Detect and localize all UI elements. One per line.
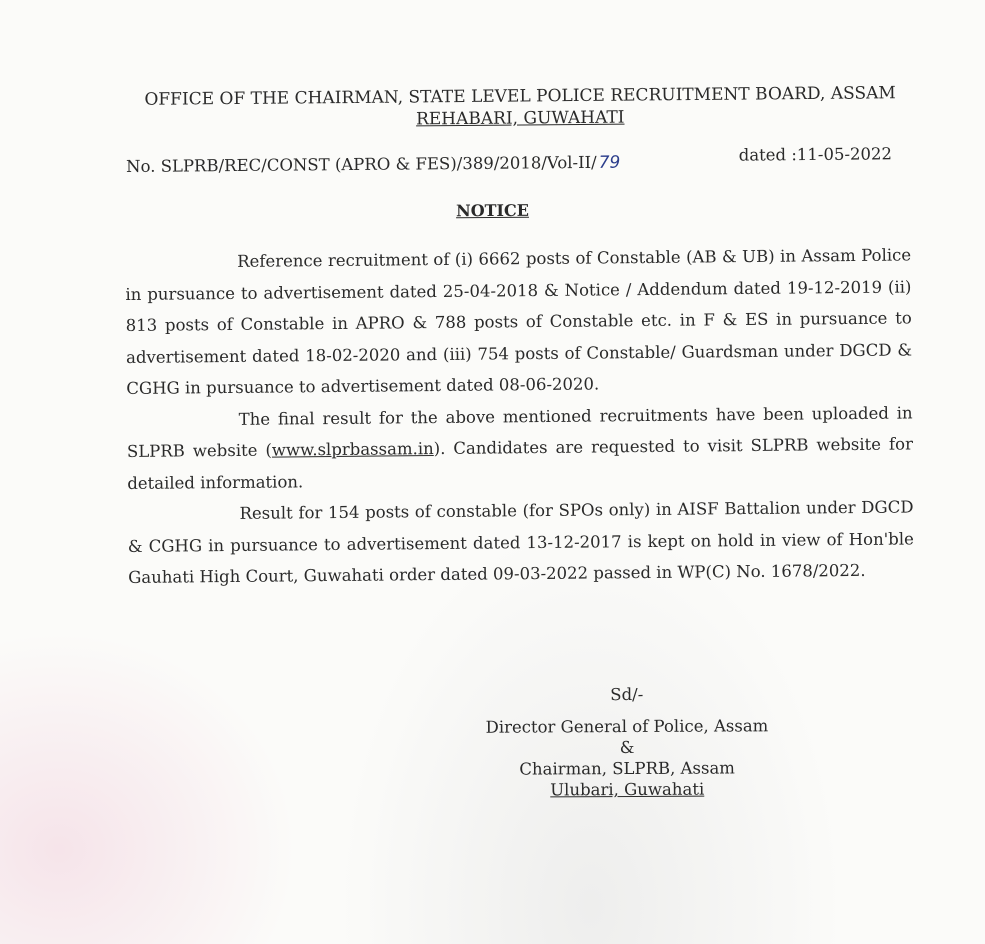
office-title: OFFICE OF THE CHAIRMAN, STATE LEVEL POLICE RECRUITMENT BOARD, ASSAM	[144, 83, 896, 110]
notice-date: dated :11-05-2022	[738, 144, 893, 165]
paragraph-final-result	[127, 397, 914, 499]
signature-sd: Sd/-	[610, 684, 644, 705]
signature-block	[470, 683, 785, 801]
reference-number: No. SLPRB/REC/CONST (APRO & FES)/389/2018/Vol-II/	[126, 152, 597, 176]
office-address: REHABARI, GUWAHATI	[415, 107, 625, 130]
signatory-designation: Chairman, SLPRB, Assam	[519, 758, 735, 779]
paragraph-final-result-text-1: The final result for the above mentioned recruitments have been uploaded in SLPRB website (	[126, 402, 913, 461]
paragraph-recruitment-reference: Reference recruitment of (i) 6662 posts of Constable (AB & UB) in Assam Police in pursuance to advertisement dated 25-04-2018 & Notice / Addendum dated 19-12-2019 (ii) 813 posts of Constable in APRO & 788 posts of Constable etc. in F & ES in pursuance to advertisement dated 18-02-2020 and (iii) 754 posts of Constable/ Guardsman under DGCD & CGHG in pursuance to advertisement dated 08-06-2020.	[125, 245, 913, 398]
reference-line	[126, 144, 896, 177]
website-link[interactable]: www.slprbassam.in	[271, 439, 434, 460]
signatory-ampersand: &	[619, 737, 635, 758]
notice-title: NOTICE	[455, 200, 529, 221]
notice-body	[125, 239, 914, 593]
office-header	[120, 82, 920, 133]
paragraph-final-result-text-2: ). Candidates are requested to visit SLPRB website for detailed information.	[127, 434, 914, 493]
signatory-title: Director General of Police, Assam	[485, 716, 769, 737]
signatory-address: Ulubari, Guwahati	[550, 779, 705, 800]
paragraph-result-on-hold: Result for 154 posts of constable (for SPOs only) in AISF Battalion under DGCD & CGHG in pursuance to advertisement dated 13-12-2017 is kept on hold in view of Hon'ble Gauhati High Court, Guwahati order dated 09-03-2022 passed in WP(C) No. 1678/2022.	[127, 497, 914, 587]
handwritten-number: 79	[598, 152, 621, 173]
